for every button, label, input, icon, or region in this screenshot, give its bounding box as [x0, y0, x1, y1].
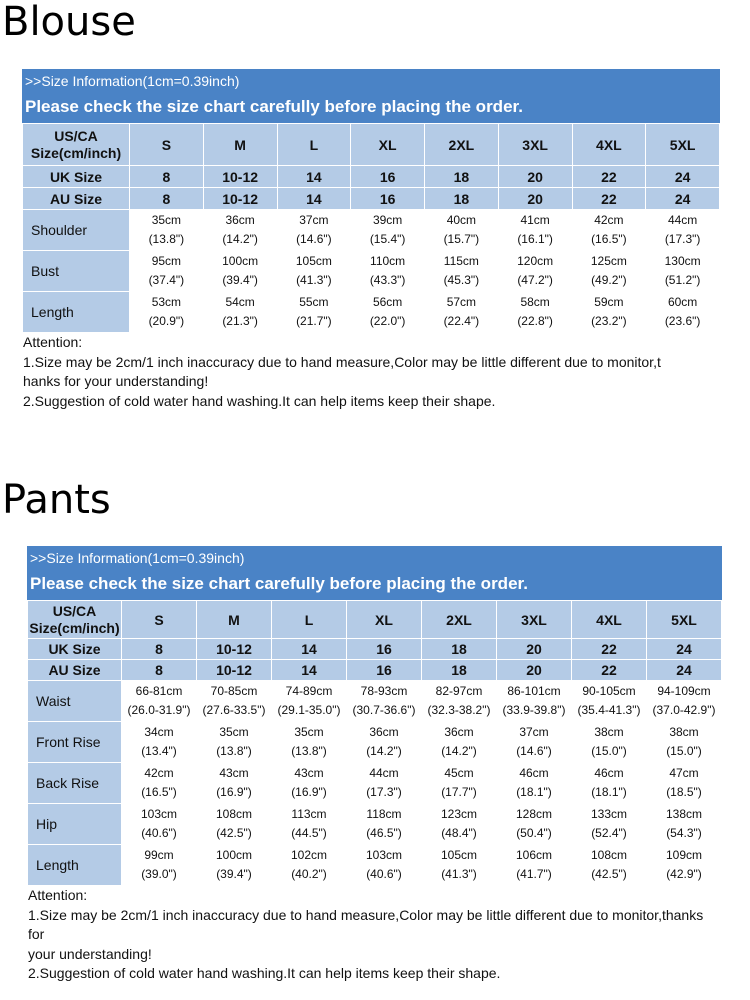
cm-value: 100cm	[215, 848, 253, 862]
inch-value: (41.3")	[296, 273, 332, 287]
cm-value: 36cm	[444, 725, 474, 739]
size-cell: 18	[422, 639, 497, 660]
cm-value: 37cm	[299, 213, 329, 227]
cm-value: 133cm	[590, 807, 628, 821]
inch-value: (15.4")	[369, 232, 406, 246]
inch-value: (30.7-36.6")	[352, 703, 416, 717]
cm-value: 39cm	[372, 213, 403, 227]
inch-value: (37.4")	[148, 273, 185, 287]
cm-value: 42cm	[144, 766, 174, 780]
inch-value: (40.6")	[366, 867, 402, 881]
size-cell: 2XL	[422, 601, 497, 639]
size-cell: 10-12	[203, 166, 277, 188]
size-cell: 16	[347, 639, 422, 660]
measurement-cell	[347, 681, 422, 722]
measurement-cell	[122, 722, 197, 763]
blouse-size-chart	[22, 69, 720, 411]
inch-value: (39.4")	[222, 273, 258, 287]
inch-value: (15.0")	[666, 744, 702, 758]
measurement-cell	[497, 722, 572, 763]
measurement-row	[23, 292, 720, 333]
size-cell: 24	[647, 660, 722, 681]
inch-value: (42.5")	[591, 867, 627, 881]
uk-size-row	[23, 166, 720, 188]
inch-value: (18.5")	[666, 785, 702, 799]
size-info-banner	[22, 69, 720, 123]
inch-value: (51.2")	[664, 273, 701, 287]
au-size-row	[28, 660, 722, 681]
inch-value: (18.1")	[591, 785, 627, 799]
cm-value: 66-81cm	[135, 684, 183, 698]
inch-value: (40.6")	[141, 826, 177, 840]
size-cell: 14	[277, 166, 351, 188]
inch-value: (18.1")	[516, 785, 552, 799]
us-size-label: US/CA Size(cm/inch)	[28, 601, 122, 639]
size-cell: 14	[277, 188, 351, 210]
measurement-cell	[498, 292, 572, 333]
inch-value: (46.5")	[366, 826, 402, 840]
section-title-blouse: Blouse	[2, 0, 136, 45]
cm-value: 53cm	[151, 295, 182, 309]
size-cell: 4XL	[572, 124, 646, 166]
size-cell: 8	[130, 188, 204, 210]
size-info-text: >>Size Information(1cm=0.39inch)	[25, 73, 240, 89]
measurement-cell	[497, 763, 572, 804]
measurement-cell	[422, 722, 497, 763]
measurements-body	[23, 210, 720, 333]
cm-value: 46cm	[594, 766, 624, 780]
cm-value: 35cm	[151, 213, 182, 227]
size-cell: 5XL	[647, 601, 722, 639]
measurement-cell	[203, 251, 277, 292]
cm-value: 38cm	[669, 725, 699, 739]
inch-value: (20.9")	[148, 314, 185, 328]
cm-value: 108cm	[590, 848, 628, 862]
measurement-label: Back Rise	[28, 763, 122, 804]
attention-notes	[22, 333, 720, 411]
attention-line: 1.Size may be 2cm/1 inch inaccuracy due to hand measure,Color may be little different due to monitor,thanks for	[28, 906, 704, 942]
size-cell: L	[277, 124, 351, 166]
size-cell: 10-12	[197, 639, 272, 660]
inch-value: (40.2")	[291, 867, 327, 881]
au-size-row	[23, 188, 720, 210]
cm-value: 55cm	[299, 295, 329, 309]
measurement-cell	[351, 251, 425, 292]
measurement-cell	[272, 763, 347, 804]
inch-value: (39.4")	[216, 867, 252, 881]
measurement-cell	[203, 292, 277, 333]
size-cell: 8	[122, 660, 197, 681]
size-cell: 2XL	[425, 124, 499, 166]
size-cell: 22	[572, 188, 646, 210]
inch-value: (52.4")	[591, 826, 627, 840]
measurement-label: Bust	[23, 251, 130, 292]
size-cell: 20	[498, 166, 572, 188]
inch-value: (22.4")	[443, 314, 480, 328]
attention-heading: Attention:	[28, 887, 88, 903]
cm-value: 105cm	[295, 254, 332, 268]
inch-value: (45.3")	[443, 273, 480, 287]
attention-line: hanks for your understanding!	[23, 373, 209, 389]
size-cell: XL	[347, 601, 422, 639]
size-table	[22, 123, 720, 333]
measurement-label: Length	[28, 845, 122, 886]
cm-value: 45cm	[444, 766, 474, 780]
cm-value: 100cm	[222, 254, 259, 268]
cm-value: 113cm	[291, 807, 327, 821]
measurement-cell	[497, 804, 572, 845]
measurement-cell	[351, 292, 425, 333]
measurement-row	[28, 763, 722, 804]
inch-value: (14.6")	[516, 744, 552, 758]
measurement-cell	[272, 804, 347, 845]
inch-value: (13.4")	[141, 744, 177, 758]
size-table	[27, 600, 722, 886]
inch-value: (13.8")	[148, 232, 185, 246]
size-cell: 22	[572, 660, 647, 681]
measurement-cell	[197, 804, 272, 845]
size-cell: S	[122, 601, 197, 639]
measurement-cell	[122, 763, 197, 804]
measurement-cell	[425, 292, 499, 333]
cm-value: 86-101cm	[507, 684, 561, 698]
cm-value: 109cm	[665, 848, 703, 862]
measurement-label: Shoulder	[23, 210, 130, 251]
measurement-row	[28, 845, 722, 886]
measurement-cell	[197, 681, 272, 722]
size-cell: 16	[347, 660, 422, 681]
cm-value: 95cm	[151, 254, 182, 268]
measurement-cell	[498, 210, 572, 251]
measurement-row	[28, 681, 722, 722]
measurement-cell	[646, 292, 720, 333]
cm-value: 58cm	[520, 295, 550, 309]
inch-value: (26.0-31.9")	[127, 703, 191, 717]
au-size-label: AU Size	[23, 188, 130, 210]
size-cell: 16	[351, 166, 425, 188]
inch-value: (42.5")	[216, 826, 252, 840]
size-cell: 5XL	[646, 124, 720, 166]
cm-value: 108cm	[215, 807, 253, 821]
cm-value: 138cm	[665, 807, 703, 821]
measurement-row	[23, 210, 720, 251]
measurement-row	[23, 251, 720, 292]
inch-value: (37.0-42.9")	[652, 703, 716, 717]
measurement-cell	[277, 292, 351, 333]
measurement-cell	[647, 681, 722, 722]
measurement-cell	[498, 251, 572, 292]
inch-value: (23.6")	[664, 314, 701, 328]
section-title-pants: Pants	[2, 477, 111, 523]
size-cell: M	[197, 601, 272, 639]
size-cell: 20	[498, 188, 572, 210]
measurement-cell	[646, 251, 720, 292]
measurement-cell	[497, 845, 572, 886]
size-cell: 3XL	[498, 124, 572, 166]
cm-value: 130cm	[664, 254, 701, 268]
inch-value: (32.3-38.2")	[427, 703, 491, 717]
inch-value: (16.9")	[291, 785, 327, 799]
inch-value: (17.7")	[441, 785, 477, 799]
cm-value: 70-85cm	[210, 684, 258, 698]
size-cell: 10-12	[203, 188, 277, 210]
measurements-body	[28, 681, 722, 886]
size-cell: 8	[130, 166, 204, 188]
cm-value: 59cm	[594, 295, 624, 309]
measurement-label: Waist	[28, 681, 122, 722]
inch-value: (13.8")	[216, 744, 252, 758]
attention-line: 2.Suggestion of cold water hand washing.It can help items keep their shape.	[23, 392, 496, 409]
cm-value: 44cm	[667, 213, 698, 227]
measurement-cell	[422, 681, 497, 722]
measurement-row	[28, 804, 722, 845]
size-cell: 18	[422, 660, 497, 681]
size-cell: M	[203, 124, 277, 166]
inch-value: (16.1")	[517, 232, 553, 246]
size-cell: 18	[425, 166, 499, 188]
cm-value: 103cm	[140, 807, 178, 821]
size-cell: L	[272, 601, 347, 639]
attention-line: 1.Size may be 2cm/1 inch inaccuracy due to hand measure,Color may be little different due to monitor,t	[23, 353, 661, 370]
cm-value: 57cm	[446, 295, 477, 309]
measurement-cell	[347, 763, 422, 804]
inch-value: (15.7")	[443, 232, 480, 246]
size-cell: 18	[425, 188, 499, 210]
measurement-cell	[422, 845, 497, 886]
measurement-cell	[647, 804, 722, 845]
measurement-cell	[646, 210, 720, 251]
measurement-cell	[572, 763, 647, 804]
size-cell: 24	[646, 166, 720, 188]
measurement-cell	[197, 763, 272, 804]
size-cell: XL	[351, 124, 425, 166]
inch-value: (14.2")	[441, 744, 477, 758]
inch-value: (35.4-41.3")	[577, 703, 641, 717]
inch-value: (21.3")	[222, 314, 258, 328]
size-cell: 22	[572, 166, 646, 188]
cm-value: 56cm	[372, 295, 403, 309]
measurement-cell	[130, 210, 204, 251]
cm-value: 35cm	[294, 725, 324, 739]
measurement-cell	[422, 804, 497, 845]
cm-value: 123cm	[440, 807, 478, 821]
cm-value: 99cm	[144, 848, 174, 862]
attention-notes	[27, 886, 722, 984]
measurement-cell	[572, 681, 647, 722]
inch-value: (17.3")	[366, 785, 402, 799]
cm-value: 82-97cm	[435, 684, 483, 698]
cm-value: 38cm	[594, 725, 624, 739]
cm-value: 115cm	[443, 254, 479, 268]
cm-value: 105cm	[440, 848, 478, 862]
measurement-cell	[203, 210, 277, 251]
pants-size-chart	[27, 546, 722, 984]
measurement-cell	[122, 845, 197, 886]
inch-value: (48.4")	[441, 826, 477, 840]
inch-value: (54.3")	[666, 826, 702, 840]
inch-value: (23.2")	[591, 314, 627, 328]
measurement-cell	[197, 845, 272, 886]
measurement-cell	[277, 251, 351, 292]
cm-value: 34cm	[144, 725, 174, 739]
size-cell: 4XL	[572, 601, 647, 639]
measurement-cell	[122, 804, 197, 845]
inch-value: (16.9")	[216, 785, 252, 799]
measurement-cell	[572, 722, 647, 763]
measurement-cell	[197, 722, 272, 763]
inch-value: (41.3")	[441, 867, 477, 881]
size-cell: 14	[272, 660, 347, 681]
us-size-row	[28, 601, 722, 639]
measurement-cell	[347, 804, 422, 845]
inch-value: (49.2")	[591, 273, 627, 287]
cm-value: 35cm	[219, 725, 249, 739]
cm-value: 40cm	[446, 213, 477, 227]
cm-value: 37cm	[519, 725, 549, 739]
measurement-cell	[277, 210, 351, 251]
size-cell: 20	[497, 660, 572, 681]
size-cell: S	[130, 124, 204, 166]
measurement-cell	[572, 210, 646, 251]
cm-value: 54cm	[225, 295, 255, 309]
inch-value: (39.0")	[141, 867, 177, 881]
inch-value: (50.4")	[516, 826, 552, 840]
inch-value: (29.1-35.0")	[277, 703, 341, 717]
measurement-cell	[422, 763, 497, 804]
measurement-cell	[425, 251, 499, 292]
cm-value: 125cm	[590, 254, 627, 268]
cm-value: 36cm	[369, 725, 399, 739]
uk-size-label: UK Size	[28, 639, 122, 660]
cm-value: 94-109cm	[657, 684, 711, 698]
measurement-label: Length	[23, 292, 130, 333]
size-cell: 24	[646, 188, 720, 210]
measurement-cell	[497, 681, 572, 722]
inch-value: (15.0")	[591, 744, 627, 758]
size-info-banner	[27, 546, 722, 600]
inch-value: (16.5")	[591, 232, 627, 246]
cm-value: 74-89cm	[285, 684, 333, 698]
cm-value: 44cm	[369, 766, 399, 780]
measurement-label: Front Rise	[28, 722, 122, 763]
cm-value: 103cm	[365, 848, 403, 862]
size-cell: 20	[497, 639, 572, 660]
cm-value: 118cm	[366, 807, 402, 821]
measurement-cell	[572, 292, 646, 333]
measurement-cell	[272, 681, 347, 722]
inch-value: (14.2")	[366, 744, 402, 758]
size-check-notice: Please check the size chart carefully before placing the order.	[25, 97, 523, 116]
measurement-cell	[347, 722, 422, 763]
inch-value: (47.2")	[517, 273, 553, 287]
measurement-cell	[572, 251, 646, 292]
uk-size-row	[28, 639, 722, 660]
size-info-text: >>Size Information(1cm=0.39inch)	[30, 550, 245, 566]
size-check-notice: Please check the size chart carefully before placing the order.	[30, 574, 528, 593]
measurement-row	[28, 722, 722, 763]
inch-value: (44.5")	[291, 826, 327, 840]
measurement-cell	[130, 251, 204, 292]
cm-value: 120cm	[517, 254, 554, 268]
size-cell: 3XL	[497, 601, 572, 639]
attention-line: your understanding!	[28, 945, 152, 962]
uk-size-label: UK Size	[23, 166, 130, 188]
measurement-cell	[122, 681, 197, 722]
inch-value: (41.7")	[516, 867, 552, 881]
measurement-cell	[647, 845, 722, 886]
measurement-cell	[351, 210, 425, 251]
size-cell: 22	[572, 639, 647, 660]
cm-value: 102cm	[290, 848, 328, 862]
cm-value: 47cm	[669, 766, 699, 780]
attention-line: 2.Suggestion of cold water hand washing.It can help items keep their shape.	[28, 965, 501, 981]
size-cell: 24	[647, 639, 722, 660]
size-cell: 14	[272, 639, 347, 660]
cm-value: 43cm	[219, 766, 249, 780]
size-cell: 10-12	[197, 660, 272, 681]
cm-value: 42cm	[594, 213, 624, 227]
measurement-cell	[425, 210, 499, 251]
inch-value: (21.7")	[296, 314, 332, 328]
inch-value: (17.3")	[664, 232, 701, 246]
au-size-label: AU Size	[28, 660, 122, 681]
inch-value: (22.0")	[369, 314, 406, 328]
size-cell: 8	[122, 639, 197, 660]
measurement-label: Hip	[28, 804, 122, 845]
cm-value: 41cm	[520, 213, 550, 227]
cm-value: 46cm	[519, 766, 549, 780]
size-cell: 16	[351, 188, 425, 210]
cm-value: 128cm	[515, 807, 553, 821]
cm-value: 106cm	[515, 848, 553, 862]
measurement-cell	[572, 804, 647, 845]
attention-heading: Attention:	[23, 334, 83, 350]
us-size-row	[23, 124, 720, 166]
inch-value: (33.9-39.8")	[502, 703, 566, 717]
cm-value: 90-105cm	[582, 684, 636, 698]
measurement-cell	[647, 722, 722, 763]
measurement-cell	[347, 845, 422, 886]
inch-value: (14.2")	[222, 232, 258, 246]
inch-value: (16.5")	[141, 785, 177, 799]
inch-value: (22.8")	[517, 314, 553, 328]
measurement-cell	[572, 845, 647, 886]
inch-value: (43.3")	[369, 273, 406, 287]
measurement-cell	[272, 845, 347, 886]
cm-value: 36cm	[225, 213, 255, 227]
cm-value: 78-93cm	[360, 684, 408, 698]
inch-value: (27.6-33.5")	[202, 703, 266, 717]
measurement-cell	[647, 763, 722, 804]
inch-value: (14.6")	[296, 232, 332, 246]
cm-value: 110cm	[370, 254, 406, 268]
inch-value: (42.9")	[666, 867, 702, 881]
cm-value: 43cm	[294, 766, 324, 780]
inch-value: (13.8")	[291, 744, 327, 758]
measurement-cell	[130, 292, 204, 333]
us-size-label: US/CA Size(cm/inch)	[23, 124, 130, 166]
cm-value: 60cm	[667, 295, 698, 309]
measurement-cell	[272, 722, 347, 763]
